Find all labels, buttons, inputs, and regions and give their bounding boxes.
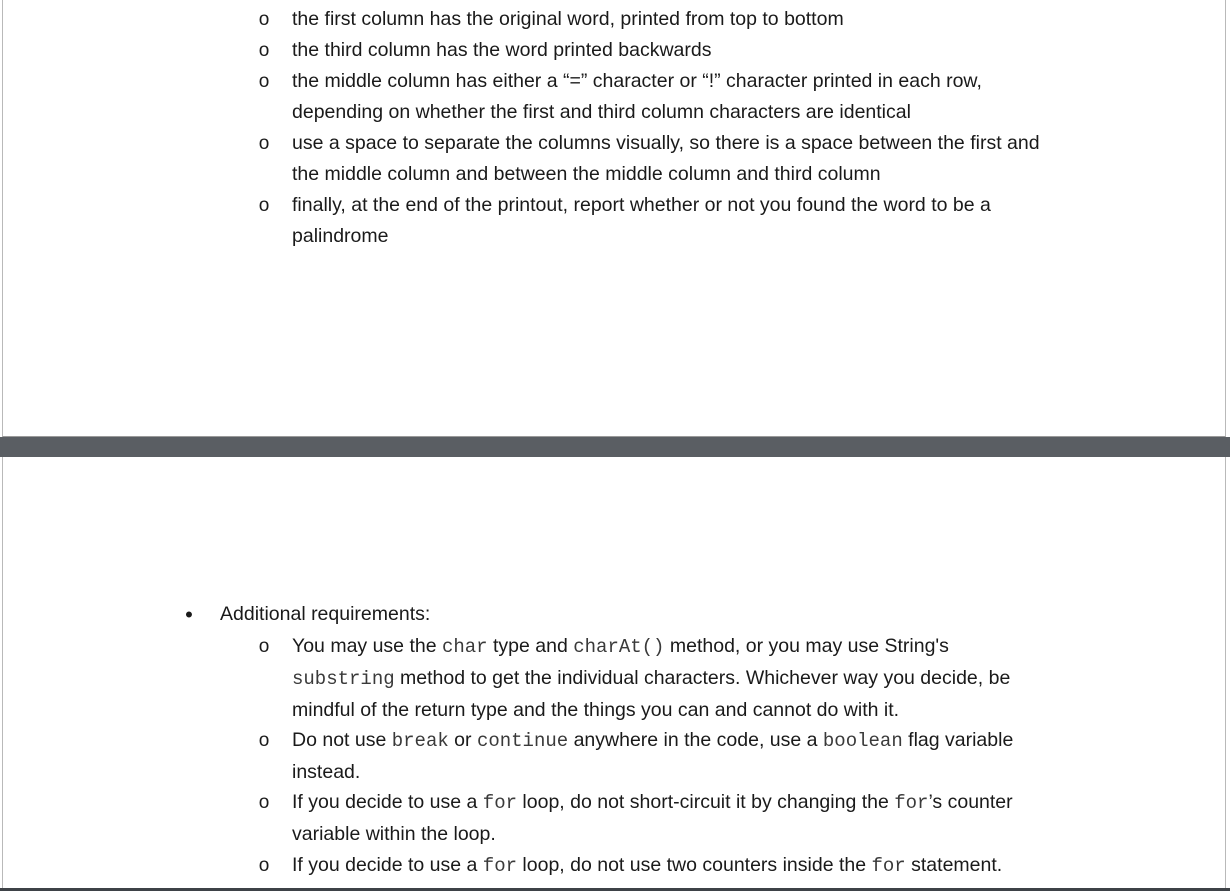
list-item-text: palindrome xyxy=(292,225,389,247)
list-item xyxy=(292,631,1082,726)
code-charat: charAt() xyxy=(573,636,665,658)
sub-bullet: o xyxy=(258,40,270,61)
list-item-text: the middle column and between the middle column and third column xyxy=(292,163,881,185)
text-run: If you decide to use a xyxy=(292,791,483,813)
text-run: type and xyxy=(487,635,574,657)
text-run: loop, do not use two counters inside the xyxy=(517,854,872,876)
sub-bullet: o xyxy=(258,855,270,876)
list-item xyxy=(292,35,1082,66)
text-run: You may use the xyxy=(292,635,442,657)
text-run: flag variable xyxy=(902,729,1014,751)
text-run: ’s counter xyxy=(928,791,1013,813)
sub-bullet: o xyxy=(258,792,270,813)
code-for: for xyxy=(871,855,906,877)
code-for: for xyxy=(482,855,518,877)
text-run: loop, do not short-circuit it by changing the xyxy=(517,791,895,813)
sub-bullet: o xyxy=(258,730,270,751)
list-item-line xyxy=(292,663,1082,695)
code-for: for xyxy=(482,792,518,814)
sub-bullet: o xyxy=(258,195,270,216)
list-item-text: the third column has the word printed backwards xyxy=(292,39,712,61)
list-item-line: variable within the loop. xyxy=(292,823,496,845)
list-item xyxy=(292,4,1082,35)
text-run: Do not use xyxy=(292,729,392,751)
list-item-line xyxy=(292,725,1082,757)
code-break: break xyxy=(391,730,449,752)
list-item-line xyxy=(292,631,1082,663)
code-char: char xyxy=(441,636,488,658)
list-item-line: instead. xyxy=(292,761,361,783)
list-item-text: the middle column has either a “=” character or “!” character printed in each row, xyxy=(292,70,982,92)
text-run: statement. xyxy=(905,854,1003,876)
list-item-line: mindful of the return type and the things you can and cannot do with it. xyxy=(292,699,900,721)
page-separator xyxy=(0,437,1230,457)
document-page-2 xyxy=(2,457,1226,891)
list-item xyxy=(292,128,1082,190)
list-item-text: finally, at the end of the printout, report whether or not you found the word to be a xyxy=(292,194,991,216)
list-item-line xyxy=(292,787,1082,819)
list-item-text: the first column has the original word, printed from top to bottom xyxy=(292,8,844,30)
list-item-text: depending on whether the first and third column characters are identical xyxy=(292,101,911,123)
code-for: for xyxy=(894,792,929,814)
sub-bullet: o xyxy=(258,636,270,657)
code-boolean: boolean xyxy=(822,730,903,752)
document-page-1 xyxy=(2,0,1226,437)
text-run: or xyxy=(448,729,477,751)
list-item xyxy=(292,66,1082,128)
sub-bullet: o xyxy=(258,133,270,154)
sub-bullet: o xyxy=(258,9,270,30)
code-substring: substring xyxy=(292,668,395,690)
list-item xyxy=(292,190,1082,252)
sub-bullet: o xyxy=(258,71,270,92)
list-item-text: use a space to separate the columns visually, so there is a space between the first and xyxy=(292,132,1040,154)
list-item xyxy=(292,850,1082,882)
list-item-line xyxy=(292,850,1082,882)
text-run: If you decide to use a xyxy=(292,854,483,876)
list-item xyxy=(292,725,1082,788)
text-run: method, or you may use String's xyxy=(664,635,949,657)
text-run: method to get the individual characters. Whichever way you decide, be xyxy=(394,667,1011,689)
code-continue: continue xyxy=(476,730,569,752)
section-heading: Additional requirements: xyxy=(220,603,431,625)
main-bullet: • xyxy=(185,602,193,627)
text-run: anywhere in the code, use a xyxy=(568,729,823,751)
list-item xyxy=(292,787,1082,850)
